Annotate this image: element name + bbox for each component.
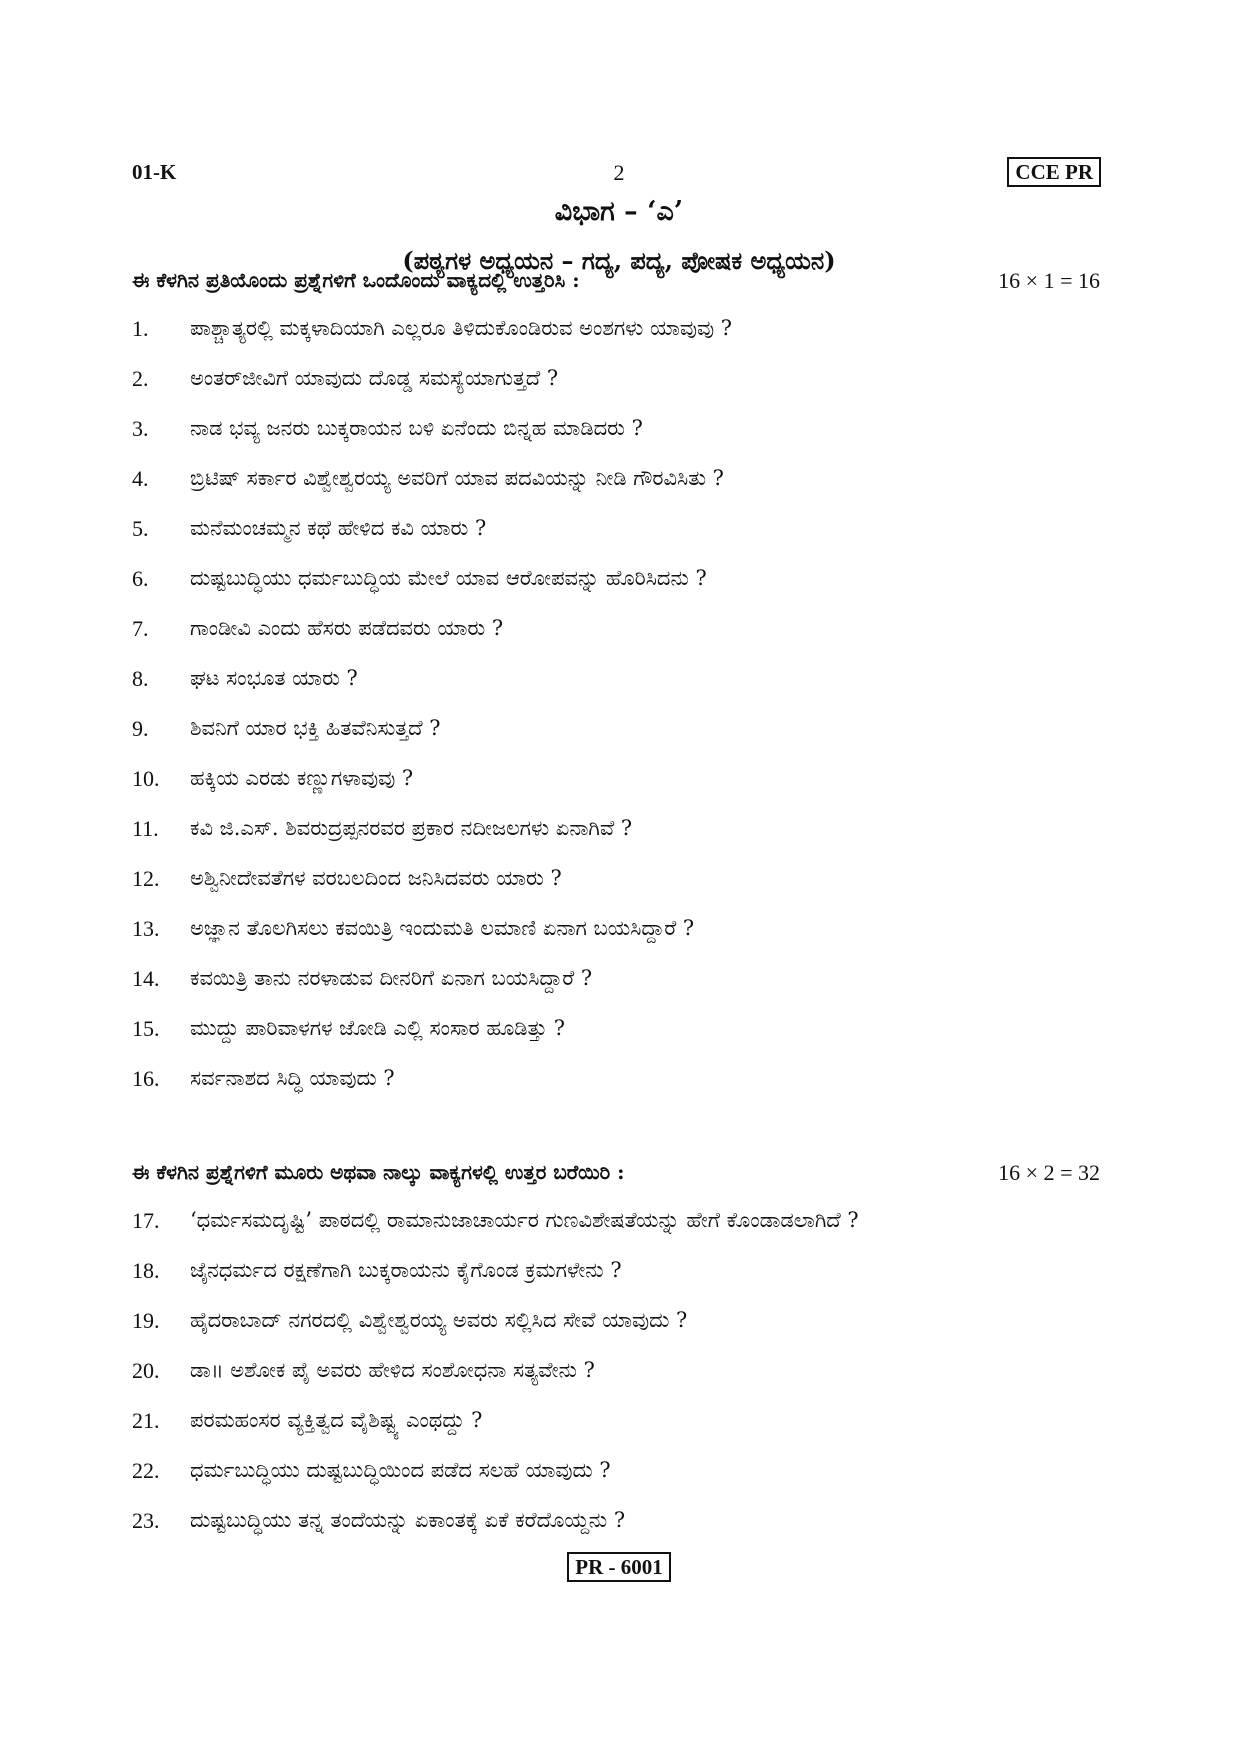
- question-text: ಹಕ್ಕಿಯ ಎರಡು ಕಣ್ಣುಗಳಾವುವು ?: [190, 766, 414, 790]
- question-text: ಧರ್ಮಬುದ್ಧಿಯು ದುಷ್ಟಬುದ್ಧಿಯಿಂದ ಪಡೆದ ಸಲಹೆ ಯಾವುದು ?: [190, 1458, 611, 1482]
- part1-instruction: ಈ ಕೆಳಗಿನ ಪ್ರತಿಯೊಂದು ಪ್ರಶ್ನೆಗಳಿಗೆ ಒಂದೊಂದು ವಾಕ್ಯದಲ್ಲಿ ಉತ್ತರಿಸಿ :: [132, 268, 580, 292]
- question-item: [132, 1408, 1138, 1458]
- question-text: ಪಾಶ್ಚಾತ್ಯರಲ್ಲಿ ಮಕ್ಕಳಾದಿಯಾಗಿ ಎಲ್ಲರೂ ತಿಳಿದುಕೊಂಡಿರುವ ಅಂಶಗಳು ಯಾವುವು ?: [190, 316, 733, 340]
- question-text: ಜೈನಧರ್ಮದ ರಕ್ಷಣೆಗಾಗಿ ಬುಕ್ಕರಾಯನು ಕೈಗೊಂಡ ಕ್ರಮಗಳೇನು ?: [190, 1258, 622, 1282]
- question-item: [132, 616, 1138, 666]
- question-item: [132, 766, 1138, 816]
- question-text: ದುಷ್ಟಬುದ್ಧಿಯು ತನ್ನ ತಂದೆಯನ್ನು ಏಕಾಂತಕ್ಕೆ ಏಕೆ ಕರೆದೊಯ್ದನು ?: [190, 1508, 626, 1532]
- question-item: [132, 566, 1138, 616]
- part1-instruction-row: [132, 268, 1100, 304]
- question-text: ಮನೆಮಂಚಮ್ಮನ ಕಥೆ ಹೇಳಿದ ಕವಿ ಯಾರು ?: [190, 516, 487, 540]
- question-item: [132, 1508, 1138, 1558]
- question-text: ಬ್ರಿಟಿಷ್ ಸರ್ಕಾರ ವಿಶ್ವೇಶ್ವರಯ್ಯ ಅವರಿಗೆ ಯಾವ ಪದವಿಯನ್ನು ನೀಡಿ ಗೌರವಿಸಿತು ?: [190, 466, 724, 490]
- question-number: 5.: [132, 516, 149, 541]
- question-item: [132, 466, 1138, 516]
- question-text: ದುಷ್ಟಬುದ್ಧಿಯು ಧರ್ಮಬುದ್ಧಿಯ ಮೇಲೆ ಯಾವ ಆರೋಪವನ್ನು ಹೊರಿಸಿದನು ?: [190, 566, 707, 590]
- part2-marks: 16 × 2 = 32: [998, 1160, 1100, 1185]
- question-text: ಕವಯಿತ್ರಿ ತಾನು ನರಳಾಡುವ ದೀನರಿಗೆ ಏನಾಗ ಬಯಸಿದ್ದಾರೆ ?: [190, 966, 593, 990]
- question-text: ಕವಿ ಜಿ.ಎಸ್. ಶಿವರುದ್ರಪ್ಪನರವರ ಪ್ರಕಾರ ನದೀಜಲಗಳು ಏನಾಗಿವೆ ?: [190, 816, 633, 840]
- question-number: 2.: [132, 366, 149, 391]
- footer-code-box: PR - 6001: [567, 1552, 671, 1582]
- question-text: ಪರಮಹಂಸರ ವ್ಯಕ್ತಿತ್ವದ ವೈಶಿಷ್ಟ್ಯ ಎಂಥದ್ದು ?: [190, 1408, 483, 1432]
- question-number: 21.: [132, 1408, 160, 1433]
- question-item: [132, 516, 1138, 566]
- subject-code: 01-K: [132, 160, 177, 184]
- question-text: ಅಜ್ಞಾನ ತೊಲಗಿಸಲು ಕವಯಿತ್ರಿ ಇಂದುಮತಿ ಲಮಾಣಿ ಏನಾಗ ಬಯಸಿದ್ದಾರೆ ?: [190, 916, 695, 940]
- question-number: 18.: [132, 1258, 160, 1283]
- part2-instruction: ಈ ಕೆಳಗಿನ ಪ್ರಶ್ನೆಗಳಿಗೆ ಮೂರು ಅಥವಾ ನಾಲ್ಕು ವಾಕ್ಯಗಳಲ್ಲಿ ಉತ್ತರ ಬರೆಯಿರಿ :: [132, 1160, 625, 1184]
- question-number: 1.: [132, 316, 149, 341]
- question-number: 12.: [132, 866, 160, 891]
- question-number: 9.: [132, 716, 149, 741]
- question-item: [132, 1066, 1138, 1116]
- footer-code: [0, 1552, 1238, 1582]
- question-text: ಘಟ ಸಂಭೂತ ಯಾರು ?: [190, 666, 358, 690]
- question-text: ಸರ್ವನಾಶದ ಸಿದ್ಧಿ ಯಾವುದು ?: [190, 1066, 395, 1090]
- question-number: 17.: [132, 1208, 160, 1233]
- question-item: [132, 666, 1138, 716]
- question-text: ‘ಧರ್ಮಸಮದೃಷ್ಟಿ’ ಪಾಠದಲ್ಲಿ ರಾಮಾನುಜಾಚಾರ್ಯರ ಗುಣವಿಶೇಷತೆಯನ್ನು ಹೇಗೆ ಕೊಂಡಾಡಲಾಗಿದೆ ?: [190, 1208, 859, 1232]
- question-number: 7.: [132, 616, 149, 641]
- question-number: 11.: [132, 816, 159, 841]
- question-item: [132, 716, 1138, 766]
- question-item: [132, 816, 1138, 866]
- question-number: 16.: [132, 1066, 160, 1091]
- exam-type-badge: CCE PR: [1007, 157, 1101, 187]
- question-text: ಡಾ॥ ಅಶೋಕ ಪೈ ಅವರು ಹೇಳಿದ ಸಂಶೋಧನಾ ಸತ್ಯವೇನು ?: [190, 1358, 595, 1382]
- question-text: ನಾಡ ಭವ್ಯ ಜನರು ಬುಕ್ಕರಾಯನ ಬಳಿ ಏನೆಂದು ಬಿನ್ನಹ ಮಾಡಿದರು ?: [190, 416, 643, 440]
- question-text: ಅಂತರ್‌ಜೀವಿಗೆ ಯಾವುದು ದೊಡ್ಡ ಸಮಸ್ಯೆಯಾಗುತ್ತದೆ ?: [190, 366, 559, 390]
- question-text: ಗಾಂಡೀವಿ ಎಂದು ಹೆಸರು ಪಡೆದವರು ಯಾರು ?: [190, 616, 504, 640]
- question-number: 10.: [132, 766, 160, 791]
- question-number: 20.: [132, 1358, 160, 1383]
- question-item: [132, 1458, 1138, 1508]
- question-number: 23.: [132, 1508, 160, 1533]
- question-number: 4.: [132, 466, 149, 491]
- question-text: ಹೈದರಾಬಾದ್ ನಗರದಲ್ಲಿ ವಿಶ್ವೇಶ್ವರಯ್ಯ ಅವರು ಸಲ್ಲಿಸಿದ ಸೇವೆ ಯಾವುದು ?: [190, 1308, 688, 1332]
- question-item: [132, 1308, 1138, 1358]
- question-item: [132, 416, 1138, 466]
- section-subtitle: (ಪಠ್ಯಗಳ ಅಧ್ಯಯನ – ಗದ್ಯ, ಪದ್ಯ, ಪೋಷಕ ಅಧ್ಯಯನ): [402, 246, 836, 275]
- question-item: [132, 866, 1138, 916]
- part2-instruction-row: [132, 1160, 1100, 1196]
- question-number: 15.: [132, 1016, 160, 1041]
- part2-question-list: [132, 1208, 1138, 1558]
- question-item: [132, 1208, 1138, 1258]
- question-number: 19.: [132, 1308, 160, 1333]
- page-number: 2: [613, 160, 625, 185]
- question-item: [132, 916, 1138, 966]
- question-item: [132, 1358, 1138, 1408]
- section-title: ವಿಭಾಗ – ‘ಎ’: [554, 196, 684, 227]
- question-number: 14.: [132, 966, 160, 991]
- question-item: [132, 1016, 1138, 1066]
- question-item: [132, 966, 1138, 1016]
- question-number: 13.: [132, 916, 160, 941]
- question-item: [132, 1258, 1138, 1308]
- question-number: 3.: [132, 416, 149, 441]
- question-text: ಅಶ್ವಿನೀದೇವತೆಗಳ ವರಬಲದಿಂದ ಜನಿಸಿದವರು ಯಾರು ?: [190, 866, 562, 890]
- question-number: 22.: [132, 1458, 160, 1483]
- question-number: 8.: [132, 666, 149, 691]
- question-item: [132, 366, 1138, 416]
- question-number: 6.: [132, 566, 149, 591]
- question-item: [132, 316, 1138, 366]
- question-text: ಮುದ್ದು ಪಾರಿವಾಳಗಳ ಜೋಡಿ ಎಲ್ಲಿ ಸಂಸಾರ ಹೂಡಿತ್ತು ?: [190, 1016, 566, 1040]
- question-text: ಶಿವನಿಗೆ ಯಾರ ಭಕ್ತಿ ಹಿತವೆನಿಸುತ್ತದೆ ?: [190, 716, 441, 740]
- part1-question-list: [132, 316, 1138, 1116]
- part1-marks: 16 × 1 = 16: [998, 268, 1100, 293]
